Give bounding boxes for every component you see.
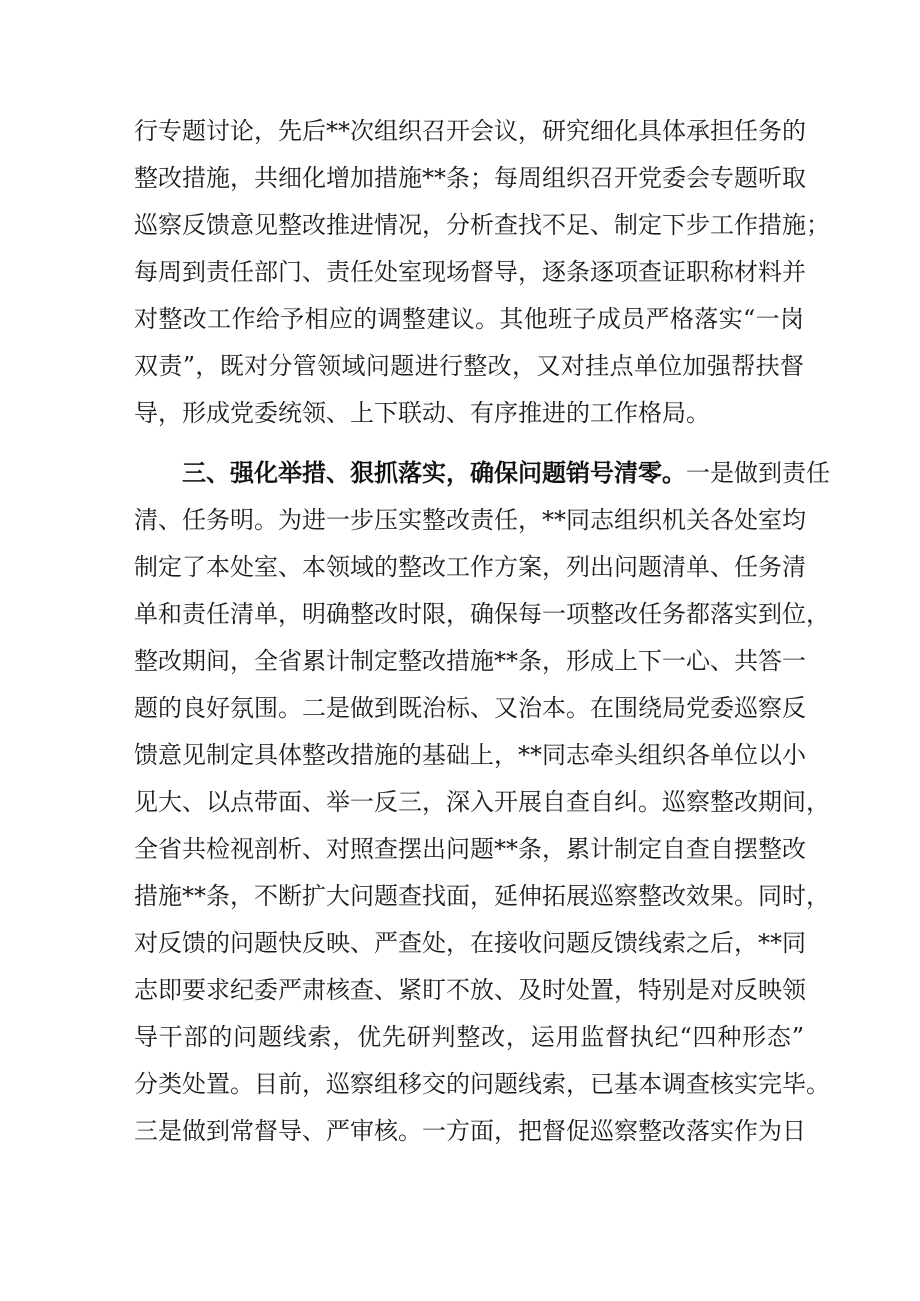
paragraph-2-line-6: 题的良好氛围。二是做到既治标、又治本。在围绕局党委巡察反: [134, 694, 806, 722]
paragraph-2-line-12: 志即要求纪委严肃核查、紧盯不放、及时处置，特别是对反映领: [134, 976, 806, 1004]
paragraph-2-line-3: 制定了本处室、本领域的整改工作方案，列出问题清单、任务清: [134, 553, 806, 581]
paragraph-1-line-3: 巡察反馈意见整改推进情况，分析查找不足、制定下步工作措施；: [134, 211, 830, 239]
paragraph-2-line-4: 单和责任清单，明确整改时限，确保每一项整改任务都落实到位，: [134, 600, 830, 628]
paragraph-1-line-1: 行专题讨论，先后**次组织召开会议，研究细化具体承担任务的: [134, 117, 806, 145]
paragraph-1-line-5: 对整改工作给予相应的调整建议。其他班子成员严格落实“一岗: [134, 305, 804, 333]
paragraph-2-line-13: 导干部的问题线索，优先研判整改，运用监督执纪“四种形态”: [134, 1023, 804, 1051]
paragraph-2-line-15: 三是做到常督导、严审核。一方面，把督促巡察整改落实作为日: [134, 1117, 806, 1145]
paragraph-2-line-14: 分类处置。目前，巡察组移交的问题线索，已基本调查核实完毕。: [134, 1070, 830, 1098]
paragraph-1-line-2: 整改措施，共细化增加措施**条；每周组织召开党委会专题听取: [134, 164, 806, 192]
paragraph-2-line-2: 清、任务明。为进一步压实整改责任，**同志组织机关各处室均: [134, 506, 806, 534]
paragraph-1-line-4: 每周到责任部门、责任处室现场督导，逐条逐项查证职称材料并: [134, 258, 806, 286]
paragraph-2-line-9: 全省共检视剖析、对照查摆出问题**条，累计制定自查自摆整改: [134, 835, 806, 863]
paragraph-2-line-5: 整改期间，全省累计制定整改措施**条，形成上下一心、共答一: [134, 647, 806, 675]
section-heading-tail: 一是做到责任: [686, 459, 830, 487]
paragraph-2-line-11: 对反馈的问题快反映、严查处，在接收问题反馈线索之后，**同: [134, 929, 806, 957]
section-heading: 三、强化举措、狠抓落实，确保问题销号清零。: [182, 459, 686, 487]
paragraph-2-line-10: 措施**条，不断扩大问题查找面，延伸拓展巡察整改效果。同时，: [134, 882, 830, 910]
paragraph-2-line-8: 见大、以点带面、举一反三，深入开展自查自纠。巡察整改期间，: [134, 788, 830, 816]
paragraph-1-line-6: 双责”，既对分管领域问题进行整改，又对挂点单位加强帮扶督: [134, 352, 804, 380]
paragraph-1-line-7: 导，形成党委统领、上下联动、有序推进的工作格局。: [134, 399, 710, 427]
paragraph-2-first-line: [182, 458, 830, 488]
paragraph-2-line-7: 馈意见制定具体整改措施的基础上，**同志牵头组织各单位以小: [134, 741, 806, 769]
